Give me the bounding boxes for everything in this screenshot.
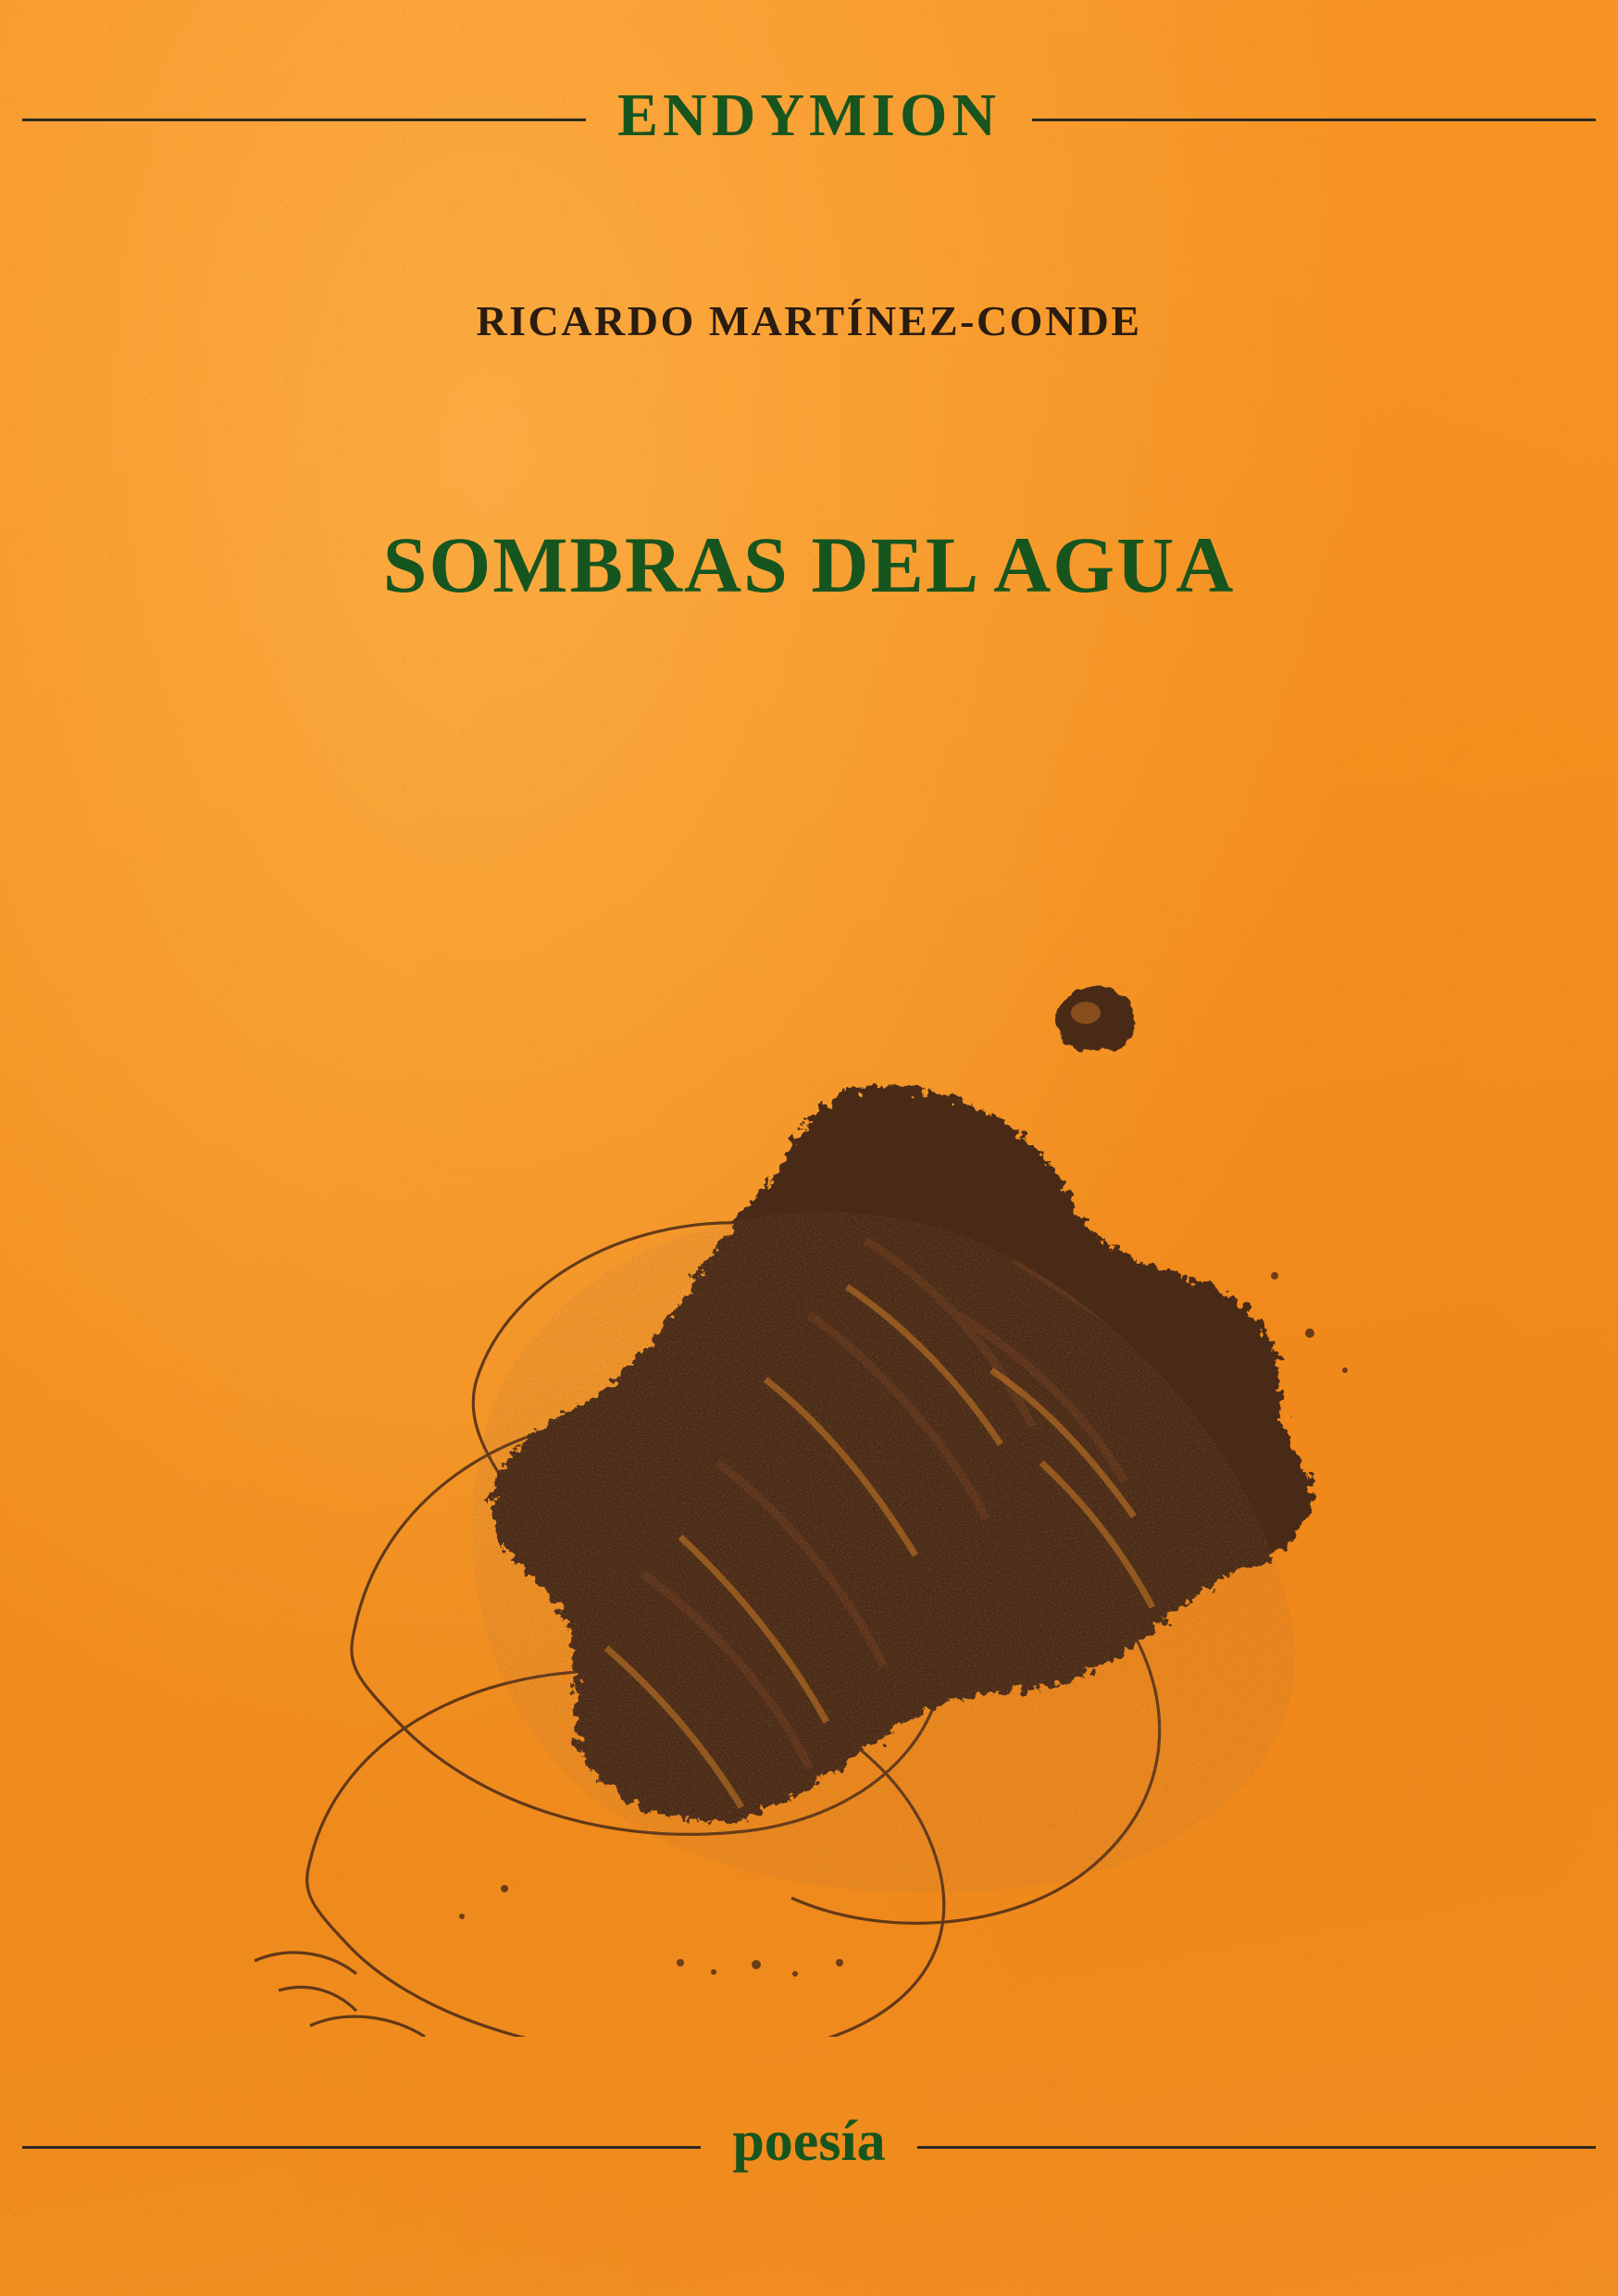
- rule-right: [1032, 119, 1596, 121]
- rule-left: [22, 119, 586, 121]
- abstract-ink-blot-illustration: [199, 981, 1449, 2037]
- rule-bottom-right: [917, 2146, 1596, 2149]
- book-title: SOMBRAS DEL AGUA: [382, 520, 1236, 609]
- series-name: ENDYMION: [617, 81, 1001, 149]
- author-name: RICARDO MARTÍNEZ-CONDE: [476, 297, 1142, 344]
- genre-name: poesía: [732, 2110, 886, 2173]
- genre-footer: [0, 2110, 1618, 2176]
- rule-bottom-left: [22, 2146, 701, 2149]
- series-header: [0, 81, 1618, 150]
